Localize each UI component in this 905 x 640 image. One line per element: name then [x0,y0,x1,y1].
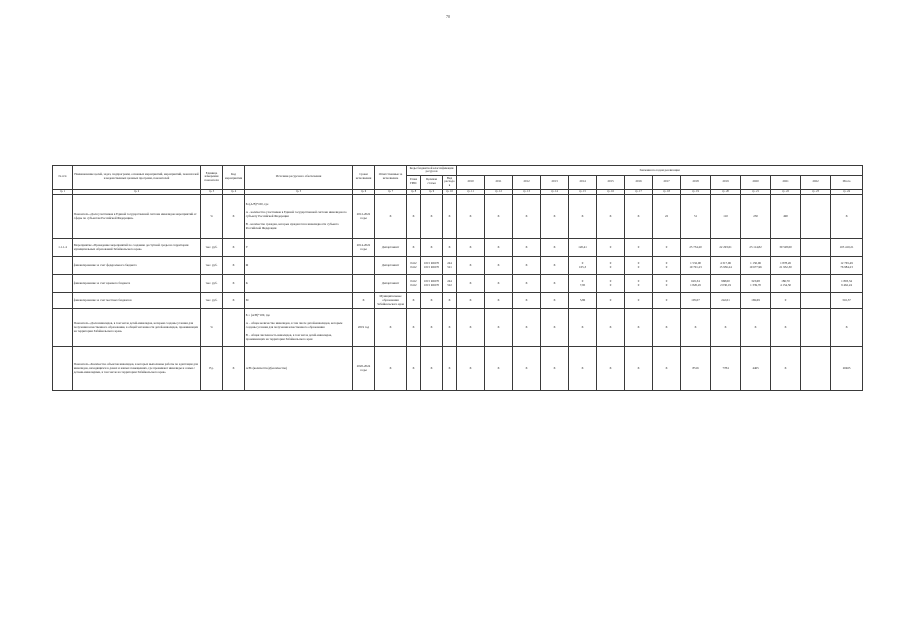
table-cell: Х [541,195,569,239]
table-cell: тыс. руб. [201,239,223,257]
table-cell: 105,07 [681,293,711,309]
table-cell: 0 0 [653,257,681,275]
header-grbs: Глава ГРБС [407,175,421,189]
column-number: гр. 14 [541,189,569,195]
table-cell: 0 [625,239,653,257]
table-cell [53,293,73,309]
header-year: 2012 [513,175,541,189]
table-cell: 25 734,20 [681,239,711,257]
table-cell: Х [513,309,541,347]
table-cell: финансирование за счет краевого бюджета [73,275,201,293]
table-cell: У [245,239,353,257]
table-cell: Показатель «Доля участников в Единой государственной системе инвалидов мероприятий от сферы по субъектам Российской Федерации» [73,195,201,239]
table-cell: Х [625,309,653,347]
table-cell: 0 0 [597,275,625,293]
table-cell [801,239,831,257]
table-row [53,293,863,309]
table-cell: 0 7,95 [569,275,597,293]
table-cell: Х [457,239,485,257]
table-cell: 0 0 [625,275,653,293]
table-cell: 0412 0412 [407,275,421,293]
table-cell [801,347,831,391]
table-cell: Х [771,347,801,391]
table-cell: Х [223,347,245,391]
table-cell: Х [443,347,457,391]
table-cell: Х [223,239,245,257]
table-cell: Х [407,239,421,257]
table-cell: % [201,195,223,239]
table-cell: Х [541,275,569,293]
header-no: № п/п [53,166,73,190]
table-cell: Х [625,195,653,239]
table-cell: 1.1.1.4 [53,239,73,257]
table-cell: Х [541,239,569,257]
table-cell: Х [457,347,485,391]
table-cell: Х [421,239,443,257]
table-cell: М [245,293,353,309]
table-cell [353,257,375,275]
column-number: гр. 16 [597,189,625,195]
table-cell: 0 0 [625,257,653,275]
header-year: 2010 [457,175,485,189]
column-number: гр. 7 [375,189,407,195]
program-table [52,165,863,391]
header-budget-codes: Коды бюджетной классификации ресурсов [407,166,457,176]
column-number: гр. 21 [741,189,771,195]
table-cell: финансирование за счет местных бюджетов [73,293,201,309]
header-total: Итого [831,175,863,189]
header-year: 2022 [801,175,831,189]
table-cell: 25 114,82 [741,239,771,257]
table-cell: 645,34 1 820,45 [681,275,711,293]
table-cell: 20465 [831,347,863,391]
table-cell: 2019 год [353,309,375,347]
table-cell: Б = (А/В)*100, где А – общее количество инвалидов, в том числе детей-инвалидов, которым созданы условия для получения качественного образования В – общая численность инвалидов, в том числе детей-инвалидов, проживающих на территории Забайкальского края [245,309,353,347]
table-cell: Х [741,309,771,347]
table-cell: 230 [741,195,771,239]
table-cell: Х [407,347,421,391]
table-cell: 0 [597,239,625,257]
header-responsible: Ответственные за исполнение [375,166,407,190]
table-cell: 7784 [711,347,741,391]
table-cell: 1 150,06 19 677,96 [741,257,771,275]
table-cell: Х [485,293,513,309]
table-cell [53,309,73,347]
table-cell: 0 [771,293,801,309]
header-year: 2021 [771,175,801,189]
table-cell: 0 [625,293,653,309]
header-term: Сроки исполнения [353,166,375,190]
table-cell: 244 522 [443,275,457,293]
table-cell [353,275,375,293]
table-cell: Х [485,275,513,293]
column-number: гр. 19 [681,189,711,195]
column-number: гр. 20 [711,189,741,195]
table-cell: 22 [653,195,681,239]
table-cell: 0412 0412 [407,257,421,275]
header-source: Источник ресурсного обеспечения [245,166,353,190]
table-cell [53,347,73,391]
table-cell: Х [353,293,375,309]
table-cell: Х [443,239,457,257]
table-cell: 2012-2022 годы [353,195,375,239]
table-cell: 103 410,21 [831,239,863,257]
column-number: гр. 13 [513,189,541,195]
header-year: 2016 [625,175,653,189]
table-cell: 186,70 4 154,50 [771,275,801,293]
column-number: гр. 23 [801,189,831,195]
table-cell: Х [375,195,407,239]
table-cell: Ед. [201,347,223,391]
header-year: 2014 [569,175,597,189]
table-cell: 1 532,00 19 701,23 [681,257,711,275]
table-cell: Х [513,257,541,275]
table-cell: Х [831,309,863,347]
column-number: гр. 10 [443,189,457,195]
column-number: гр. 4 [223,189,245,195]
table-body [53,189,863,391]
table-cell: 4 317,06 15 956,24 [711,257,741,275]
column-number: гр. 3 [201,189,223,195]
table-cell: Х [443,293,457,309]
table-cell: 323,68 1 339,70 [741,275,771,293]
table-cell: 4465 [741,347,771,391]
header-code: Код мероприятия [223,166,245,190]
table-cell: Х [711,309,741,347]
table-cell [801,195,831,239]
table-row [53,239,863,257]
table-cell: Х [407,195,421,239]
table-cell: Х [541,293,569,309]
column-number: гр. 22 [771,189,801,195]
table-cell: финансирование за счет федерального бюджета [73,257,201,275]
table-cell: 0 105,3 [569,257,597,275]
table-cell: Х [223,275,245,293]
table-cell: Х [653,347,681,391]
header-year: 2017 [653,175,681,189]
table-cell: Х [681,309,711,347]
table-cell: Х [443,309,457,347]
table-cell: Х [421,309,443,347]
table-cell: 30 528,00 [771,239,801,257]
table-cell: Х [513,239,541,257]
column-number: гр. 8 [407,189,421,195]
table-cell: 2014-2022 годы [353,239,375,257]
table-cell: 51 [681,195,711,239]
table-cell: 490 [771,195,801,239]
table-cell: Муниципальные образования Забайкальского края [375,293,407,309]
table-cell [801,309,831,347]
table-cell: 0 [653,293,681,309]
header-year: 2020 [741,175,771,189]
table-cell: Департамент [375,239,407,257]
table-cell: тыс. руб. [201,275,223,293]
table-cell: Х [375,309,407,347]
table-cell: Ф [245,257,353,275]
column-number: гр. 17 [625,189,653,195]
table-cell: 1015 R0270 1015 R0270 [421,275,443,293]
table-cell: Х [421,347,443,391]
table-cell: 5,86 [569,293,597,309]
table-cell: Х [569,309,597,347]
header-year: 2018 [681,175,711,189]
table-cell: 0 [653,239,681,257]
header-cs: Целевая статья [421,175,443,189]
header-year: 2011 [485,175,513,189]
table-cell: тыс. руб. [201,293,223,309]
table-cell: Х [457,195,485,239]
table-cell [801,257,831,275]
header-values-by-year: Значения по годам реализации [457,166,863,176]
column-number: гр. 6 [353,189,375,195]
table-cell [801,293,831,309]
table-cell: Х [457,293,485,309]
table-cell: Х [485,257,513,275]
table-cell: Х [771,309,801,347]
table-cell: Показатель «Доля инвалидов, в том числе детей-инвалидов, которым созданы условия для получения качественного образования, в общей численности детей-инвалидов, проживающих на территории Забайкальского края» [73,309,201,347]
table-cell: Х [569,347,597,391]
column-number: гр. 2 [73,189,201,195]
table-row [53,309,863,347]
column-number: гр. 1 [53,189,73,195]
header-year: 2019 [711,175,741,189]
header-vr: Вид расходов [444,175,455,188]
table-cell: Х [831,195,863,239]
table-cell: 0 0 [597,257,625,275]
column-number: гр. 12 [485,189,513,195]
table-cell: Х [541,347,569,391]
table-cell: 110 [711,195,741,239]
table-cell: Х [407,309,421,347]
table-cell: 0 0 [653,275,681,293]
table-cell: Х [485,195,513,239]
header-year: 2015 [597,175,625,189]
table-cell: 8516 [681,347,711,391]
table-cell: Х [443,195,457,239]
table-cell: Департамент [375,257,407,275]
table-cell: 242,01 [711,293,741,309]
table-cell: Х [513,293,541,309]
table-cell: Х [457,275,485,293]
table-cell: 316,37 [831,293,863,309]
column-number: гр. 24 [831,189,863,195]
table-cell: тыс. руб. [201,257,223,275]
table-cell: 244 521 [443,257,457,275]
table-cell: Мероприятие «Проведение мероприятий по созданию доступной среды на территории муниципальных образований Забайкальского края» [73,239,201,257]
table-cell [53,257,73,275]
table-cell: Департамент [375,275,407,293]
column-number: гр. 15 [569,189,597,195]
table-cell: Х [513,275,541,293]
table-cell: Х [421,293,443,309]
table-cell: 120,41 [569,239,597,257]
table-cell: 1 803,34 9 462,24 [831,275,863,293]
table-row [53,195,863,239]
table-cell: Х [485,239,513,257]
table-cell: Х [457,309,485,347]
page-number: 70 [446,14,450,19]
table-cell: 0 [597,293,625,309]
table-cell: Х [653,309,681,347]
table-cell: Х [457,257,485,275]
table-cell: Х [223,195,245,239]
header-name: Наименование целей, задач, подпрограмм, основных мероприятий, мероприятий, показателей и ведомственных целевых программ, показателей [73,166,201,190]
table-cell: Х [597,347,625,391]
table-cell [801,275,831,293]
table-cell [53,195,73,239]
table-cell: 1 878,26 21 932,30 [771,257,801,275]
table-cell: 22 293,01 [711,239,741,257]
column-number: гр. 11 [457,189,485,195]
table-cell: Х [541,309,569,347]
header-unit: Единица измерения показателя [201,166,223,190]
table-cell: Х [569,195,597,239]
table-cell: Х [513,195,541,239]
table-cell: Х [407,293,421,309]
table-cell: 169,69 [741,293,771,309]
table-row [53,257,863,275]
column-number: гр. 5 [245,189,353,195]
table-row [53,347,863,391]
table-cell [53,275,73,293]
table-cell: Х [421,195,443,239]
table-cell: % [201,309,223,347]
table-cell: 968,00 2 030,19 [711,275,741,293]
table-row [53,275,863,293]
table-cell: Х [223,293,245,309]
table-cell: К [245,275,353,293]
table-cell: 12 765,49 76 984,23 [831,257,863,275]
table-cell [223,309,245,347]
table-cell: Х [375,347,407,391]
column-number: гр. 18 [653,189,681,195]
table-cell: 2020-2024 годы [353,347,375,391]
column-number: гр. 9 [421,189,443,195]
table-cell: Х [513,347,541,391]
table-cell: Х [223,257,245,275]
table-cell: 1015 R0270 1015 R0270 [421,257,443,275]
table-cell: Х [597,309,625,347]
header-year: 2013 [541,175,569,189]
table-cell: Х [541,257,569,275]
table-cell: Х [597,195,625,239]
table-cell: Б=(А/В)*100, где А - количество участников в Единой государственной системе инвалидов по субъекту Российской Федерации В - количество граждан, которые нуждаются в инвалидности субъекта Российской Федерации [245,195,353,239]
table-cell: Показатель «Количество объектов инвалидов, в которых выполнены работы по адаптации для инвалидов, находящихся в домах и жилых помещениях, где проживают инвалиды и семьи с детьми-инвалидами, в том числе на территории Забайкальского края» [73,347,201,391]
table-cell: А/В=(количество)/(количество) [245,347,353,391]
table-cell: Х [625,347,653,391]
table-cell: Х [485,309,513,347]
table-cell: Х [485,347,513,391]
